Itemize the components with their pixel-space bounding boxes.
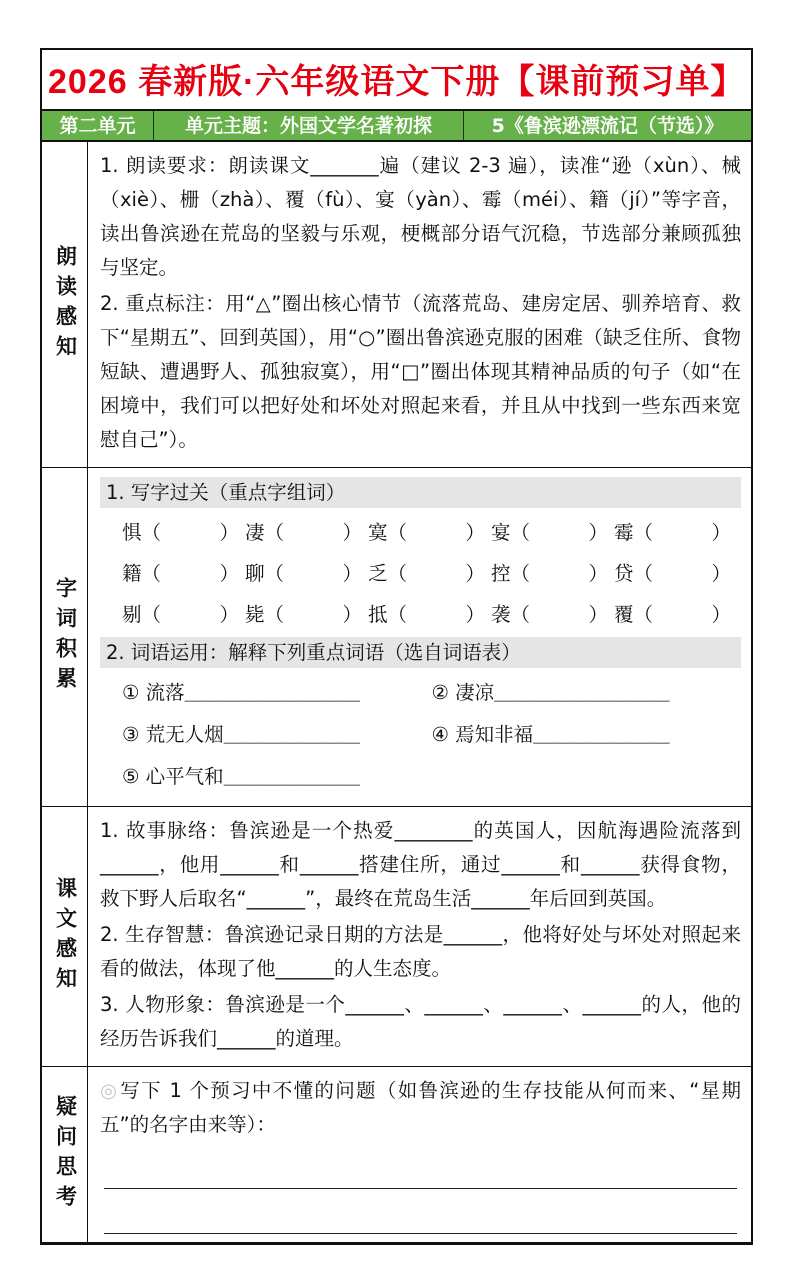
char-blank[interactable]: 凄（ ） bbox=[244, 521, 362, 544]
worksheet bbox=[40, 48, 753, 1245]
character-practice-grid bbox=[100, 512, 741, 635]
section-words-content bbox=[88, 468, 751, 806]
section-reading-content bbox=[88, 142, 751, 467]
char-blank[interactable]: 霉（ ） bbox=[613, 521, 731, 544]
answer-line[interactable] bbox=[104, 1189, 737, 1234]
comprehension-item-3: 3. 人物形象：鲁滨逊是一个______、______、______、______的人，他的经历告诉我们______的道理。 bbox=[100, 993, 741, 1050]
section-label-cell bbox=[42, 1067, 88, 1242]
char-blank[interactable]: 抵（ ） bbox=[367, 603, 485, 626]
section-words bbox=[42, 468, 751, 807]
page-title: 2026 春新版·六年级语文下册【课前预习单】 bbox=[48, 63, 746, 101]
char-row bbox=[122, 594, 731, 635]
section-label-cell bbox=[42, 468, 88, 806]
term-blank[interactable]: ② 凄凉＿＿＿＿＿＿＿＿＿ bbox=[431, 681, 670, 704]
term-blank[interactable]: ④ 焉知非福＿＿＿＿＿＿＿ bbox=[431, 723, 670, 746]
term-definition-list bbox=[100, 672, 741, 798]
title-bar bbox=[42, 50, 751, 111]
reading-item-2: 2. 重点标注：用“△”圈出核心情节（流落荒岛、建房定居、驯养培育、救下“星期五”、回到英国），用“○”圈出鲁滨逊克服的困难（缺乏住所、食物短缺、遭遇野人、孤独寂寞），用“□”圈出体现其精神品质的句子（如“在困境中，我们可以把好处和坏处对照起来看，并且从中找到一些东西来宽慰自己”）。 bbox=[100, 292, 741, 451]
char-blank[interactable]: 乏（ ） bbox=[367, 562, 485, 585]
lesson-title: 5《鲁滨逊漂流记（节选）》 bbox=[491, 115, 724, 137]
section-questions-content bbox=[88, 1067, 751, 1242]
char-blank[interactable]: 毙（ ） bbox=[244, 603, 362, 626]
answer-line[interactable] bbox=[104, 1144, 737, 1189]
words-task1-title: 1. 写字过关（重点字组词） bbox=[100, 477, 741, 508]
char-blank[interactable]: 寞（ ） bbox=[367, 521, 485, 544]
section-reading bbox=[42, 142, 751, 468]
unit-header bbox=[42, 111, 751, 142]
char-blank[interactable]: 籍（ ） bbox=[122, 562, 240, 585]
char-blank[interactable]: 剔（ ） bbox=[122, 603, 240, 626]
char-blank[interactable]: 惧（ ） bbox=[122, 521, 240, 544]
comprehension-item-1: 1. 故事脉络：鲁滨逊是一个热爱________的英国人，因航海遇险流落到______，他用______和______搭建住所，通过______和______获得食物，救下野人后取名“______”，最终在荒岛生活______年后回到英国。 bbox=[100, 819, 741, 910]
section-reading-label: 朗读感知 bbox=[53, 244, 77, 365]
term-blank[interactable]: ① 流落＿＿＿＿＿＿＿＿＿ bbox=[122, 681, 361, 704]
section-comprehension-label: 课文感知 bbox=[53, 876, 77, 997]
reading-item-1: 1. 朗读要求：朗读课文_______遍（建议 2-3 遍），读准“逊（xùn）、械（xiè）、栅（zhà）、覆（fù）、宴（yàn）、霉（méi）、籍（jí）”等字音，读出鲁滨逊在荒岛的坚毅与乐观，梗概部分语气沉稳，节选部分兼顾孤独与坚定。 bbox=[100, 154, 741, 279]
section-questions bbox=[42, 1067, 751, 1243]
section-comprehension-content bbox=[88, 807, 751, 1066]
section-label-cell bbox=[42, 807, 88, 1066]
char-row bbox=[122, 553, 731, 594]
char-blank[interactable]: 聊（ ） bbox=[244, 562, 362, 585]
term-blank[interactable]: ⑤ 心平气和＿＿＿＿＿＿＿ bbox=[122, 765, 361, 788]
unit-theme: 单元主题：外国文学名著初探 bbox=[154, 111, 464, 140]
section-label-cell bbox=[42, 142, 88, 467]
unit-number: 第二单元 bbox=[42, 111, 154, 140]
comprehension-item-2: 2. 生存智慧：鲁滨逊记录日期的方法是______，他将好处与坏处对照起来看的做法，体现了他______的人生态度。 bbox=[100, 923, 741, 980]
term-blank[interactable]: ③ 荒无人烟＿＿＿＿＿＿＿ bbox=[122, 723, 361, 746]
question-prompt bbox=[100, 1074, 741, 1142]
char-row bbox=[122, 512, 731, 553]
char-blank[interactable]: 贷（ ） bbox=[613, 562, 731, 585]
char-blank[interactable]: 宴（ ） bbox=[490, 521, 608, 544]
section-words-label: 字词积累 bbox=[53, 577, 77, 697]
question-prompt-text: 写下 1 个预习中不懂的问题（如鲁滨逊的生存技能从何而来、“星期五”的名字由来等）： bbox=[100, 1079, 742, 1136]
words-task2-title: 2. 词语运用：解释下列重点词语（选自词语表） bbox=[100, 637, 741, 668]
char-blank[interactable]: 袭（ ） bbox=[490, 603, 608, 626]
circle-bullet-icon: ◎ bbox=[100, 1079, 119, 1102]
char-blank[interactable]: 控（ ） bbox=[490, 562, 608, 585]
section-comprehension bbox=[42, 807, 751, 1067]
char-blank[interactable]: 覆（ ） bbox=[613, 603, 731, 626]
section-questions-label: 疑问思考 bbox=[53, 1094, 77, 1215]
